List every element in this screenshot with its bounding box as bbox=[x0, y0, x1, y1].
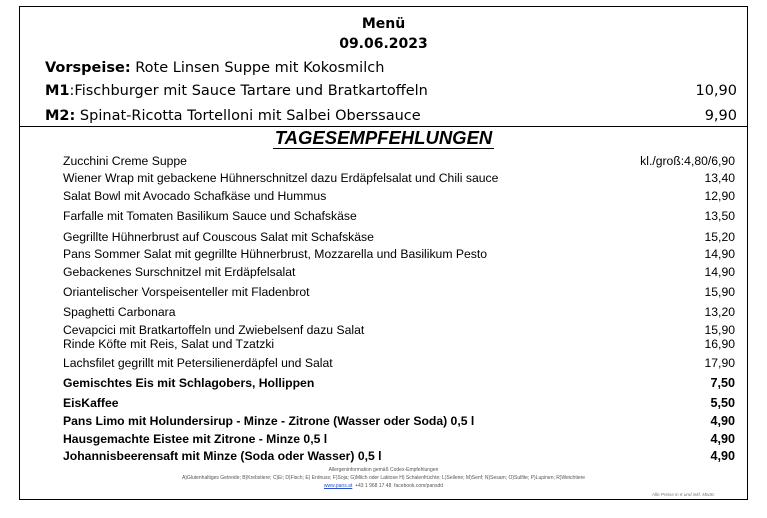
starter-text: Rote Linsen Suppe mit Kokosmilch bbox=[130, 60, 385, 76]
menu-item: Oriantelischer Vorspeisenteller mit Fladenbrot 15,90 bbox=[63, 285, 735, 299]
menu1-text: :Fischburger mit Sauce Tartare und Bratkartoffeln bbox=[69, 83, 428, 99]
menu1-price: 10,90 bbox=[695, 83, 737, 99]
menu-item: Lachsfilet gegrillt mit Petersilienerdäpfel und Salat 17,90 bbox=[63, 356, 735, 370]
menu-item: Johannisbeerensaft mit Minze (Soda oder Wasser) 0,5 l 4,90 bbox=[63, 449, 735, 463]
menu-item: Salat Bowl mit Avocado Schafkäse und Hummus 12,90 bbox=[63, 189, 735, 203]
menu-item: Gegrillte Hühnerbrust auf Couscous Salat mit Schafskäse 15,20 bbox=[63, 230, 735, 244]
menu-item: Spaghetti Carbonara 13,20 bbox=[63, 305, 735, 319]
menu-item: Farfalle mit Tomaten Basilikum Sauce und Schafskäse 13,50 bbox=[63, 209, 735, 223]
allergen-title: Allergeninformation gemäß Codex-Empfehlungen bbox=[328, 467, 439, 473]
menu2-row bbox=[45, 106, 737, 126]
menu-item: Hausgemachte Eistee mit Zitrone - Minze 0,5 l 4,90 bbox=[63, 432, 735, 446]
allergen-codes: A)Glutenhaltiges Getreide; B)Krebstiere; C)Ei; D)Fisch; E) Erdnuss; F)Soja; G)Milch oder Laktose H) Schalenfrüchte; L)Sellerie; M)Senf; N)Sesam; O)Sulfite; P)Lupinen; R)Weichtiere bbox=[181, 475, 586, 481]
menu-item: Gebackenes Surschnitzel mit Erdäpfelsalat 14,90 bbox=[63, 265, 735, 279]
menu-title: Menü bbox=[361, 16, 406, 32]
starter-row bbox=[45, 58, 737, 78]
menu-card bbox=[19, 6, 748, 500]
price-note: Alle Preise in € und inkl. MwSt. bbox=[651, 492, 715, 497]
website-link[interactable]: www.pans.at bbox=[323, 483, 353, 489]
contact-line bbox=[20, 483, 747, 490]
menu2-price: 9,90 bbox=[704, 108, 737, 124]
phone-number: +43 1 968 17 48 bbox=[355, 483, 392, 489]
recommendations-title: TAGESEMPFEHLUNGEN bbox=[274, 127, 493, 148]
menu-item: Cevapcici mit Bratkartoffeln und Zwiebelsenf dazu Salat 15,90 bbox=[63, 323, 735, 337]
menu-item: Rinde Köfte mit Reis, Salat und Tzatzki 16,90 bbox=[63, 337, 735, 351]
menu-item: EisKaffee 5,50 bbox=[63, 396, 735, 410]
menu1-label: M1 bbox=[45, 83, 70, 99]
menu-item: Wiener Wrap mit gebackene Hühnerschnitzel dazu Erdäpfelsalat und Chili sauce 13,40 bbox=[63, 171, 735, 185]
menu1-row bbox=[45, 81, 737, 101]
menu-item: Pans Limo mit Holundersirup - Minze - Zitrone (Wasser oder Soda) 0,5 l 4,90 bbox=[63, 414, 735, 428]
facebook-link[interactable]: facebook.com/pansdd bbox=[394, 483, 444, 489]
menu-item: Zucchini Creme Suppe kl./groß:4,80/6,90 bbox=[63, 154, 735, 168]
menu-item: Pans Sommer Salat mit gegrillte Hühnerbrust, Mozzarella und Basilikum Pesto 14,90 bbox=[63, 247, 735, 261]
starter-label: Vorspeise: bbox=[45, 60, 131, 76]
menu2-text: Spinat-Ricotta Tortelloni mit Salbei Oberssauce bbox=[75, 108, 421, 124]
menu-item: Gemischtes Eis mit Schlagobers, Hollippen 7,50 bbox=[63, 376, 735, 390]
menu-date: 09.06.2023 bbox=[339, 36, 428, 52]
menu2-label: M2: bbox=[45, 108, 76, 124]
